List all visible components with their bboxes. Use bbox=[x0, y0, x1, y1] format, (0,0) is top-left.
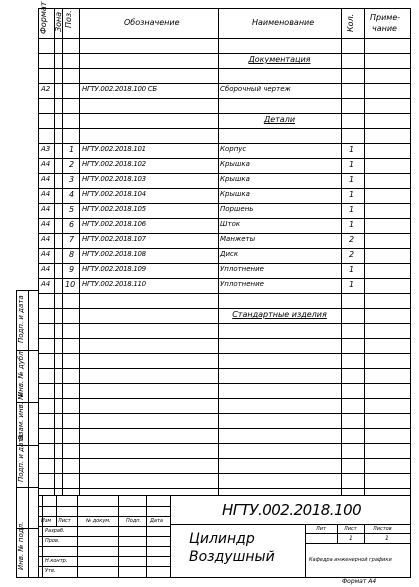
row-format: А4 bbox=[41, 160, 51, 168]
tb-col-sheet: Лист bbox=[58, 518, 71, 524]
row-divider bbox=[38, 278, 411, 279]
row-position: 5 bbox=[69, 205, 75, 214]
col-pos bbox=[79, 8, 80, 495]
tb-col1 bbox=[42, 495, 43, 578]
row-qty: 1 bbox=[349, 205, 355, 214]
row-divider bbox=[38, 458, 411, 459]
tb-code: НГТУ.002.2018.100 bbox=[222, 501, 362, 519]
tb-role-appr: Утв. bbox=[45, 568, 56, 574]
header-name: Наименование bbox=[252, 18, 315, 27]
tb-lit-div1 bbox=[337, 524, 338, 543]
tb-code-bottom bbox=[170, 524, 411, 525]
tb-sheet-value: 1 bbox=[349, 535, 353, 542]
tb-col-date: Дата bbox=[150, 518, 163, 524]
row-name: Шток bbox=[220, 220, 241, 228]
tb-row6 bbox=[38, 556, 170, 557]
row-qty: 1 bbox=[349, 145, 355, 154]
row-qty: 1 bbox=[349, 265, 355, 274]
section-heading: Стандартные изделия bbox=[232, 310, 327, 319]
header-note-line2: чание bbox=[372, 24, 397, 33]
col-format bbox=[54, 8, 55, 495]
tb-sheet: Лист bbox=[344, 526, 357, 532]
row-divider bbox=[38, 218, 411, 219]
row-divider bbox=[38, 158, 411, 159]
col-qty bbox=[364, 8, 365, 495]
row-position: 7 bbox=[69, 235, 75, 244]
row-name: Уплотнение bbox=[220, 265, 264, 273]
row-format: А3 bbox=[41, 145, 51, 153]
row-name: Крышка bbox=[220, 175, 250, 183]
tb-left-split bbox=[170, 495, 171, 578]
stamp-inv-dubl: Инв. № дубл. bbox=[17, 349, 25, 397]
section-heading: Детали bbox=[263, 115, 296, 124]
row-designation: НГТУ.002.2018.109 bbox=[82, 265, 146, 273]
section-heading: Документация bbox=[248, 55, 311, 64]
row-name: Корпус bbox=[220, 145, 247, 153]
col-name bbox=[341, 8, 342, 495]
row-divider bbox=[38, 443, 411, 444]
tb-row7 bbox=[38, 566, 170, 567]
row-qty: 1 bbox=[349, 160, 355, 169]
frame-top bbox=[38, 8, 411, 9]
tb-col3 bbox=[77, 495, 78, 578]
header-pos: Поз. bbox=[64, 10, 73, 28]
row-designation: НГТУ.002.2018.108 bbox=[82, 250, 146, 258]
tb-col5 bbox=[146, 495, 147, 578]
tb-organization: Кафедра инженерной графики bbox=[309, 557, 392, 563]
row-divider bbox=[38, 98, 411, 99]
tb-lit-row bbox=[305, 533, 411, 534]
row-position: 1 bbox=[69, 145, 75, 154]
stamp-vzam-inv: Взам. инв. № bbox=[17, 392, 25, 440]
tb-row2 bbox=[38, 516, 170, 517]
tb-row5 bbox=[38, 546, 170, 547]
row-divider bbox=[38, 263, 411, 264]
row-designation: НГТУ.002.2018.105 bbox=[82, 205, 146, 213]
row-format: А4 bbox=[41, 265, 51, 273]
row-qty: 2 bbox=[349, 235, 355, 244]
row-name: Крышка bbox=[220, 160, 250, 168]
row-designation: НГТУ.002.2018.107 bbox=[82, 235, 146, 243]
row-qty: 1 bbox=[349, 175, 355, 184]
tb-col-sign: Подп. bbox=[126, 518, 142, 524]
row-designation: НГТУ.002.2018.101 bbox=[82, 145, 146, 153]
tb-role-dev: Разраб. bbox=[45, 528, 65, 534]
stamp-sign-date-1: Подп. и дата bbox=[17, 295, 25, 343]
stamp-inner bbox=[28, 290, 29, 578]
stamp-bottom bbox=[16, 577, 39, 578]
row-divider bbox=[38, 353, 411, 354]
row-name: Сборочный чертеж bbox=[220, 85, 291, 93]
row-position: 6 bbox=[69, 220, 75, 229]
tb-format-label: Формат А4 bbox=[342, 578, 377, 585]
tb-row3 bbox=[38, 526, 170, 527]
tb-row1 bbox=[38, 506, 170, 507]
tb-col-docnum: № докум. bbox=[86, 518, 111, 524]
row-divider bbox=[38, 53, 411, 54]
tb-val-row bbox=[305, 543, 411, 544]
tb-title-split bbox=[305, 524, 306, 577]
row-format: А4 bbox=[41, 190, 51, 198]
row-name: Уплотнение bbox=[220, 280, 264, 288]
row-designation: НГТУ.002.2018.102 bbox=[82, 160, 146, 168]
row-divider bbox=[38, 323, 411, 324]
row-qty: 1 bbox=[349, 190, 355, 199]
row-divider bbox=[38, 413, 411, 414]
row-position: 2 bbox=[69, 160, 75, 169]
row-format: А4 bbox=[41, 220, 51, 228]
row-divider bbox=[38, 173, 411, 174]
col-zone bbox=[62, 8, 63, 495]
row-designation: НГТУ.002.2018.104 bbox=[82, 190, 146, 198]
row-format: А4 bbox=[41, 235, 51, 243]
tb-col2 bbox=[56, 495, 57, 526]
row-divider bbox=[38, 113, 411, 114]
header-bottom bbox=[38, 38, 411, 39]
row-divider bbox=[38, 188, 411, 189]
header-note-line1: Приме- bbox=[370, 13, 401, 22]
row-divider bbox=[38, 308, 411, 309]
stamp-inv-podl: Инв. № подл. bbox=[17, 521, 25, 570]
row-divider bbox=[38, 338, 411, 339]
tb-role-check: Пров. bbox=[45, 538, 60, 544]
row-format: А2 bbox=[41, 85, 51, 93]
row-divider bbox=[38, 428, 411, 429]
tb-col4 bbox=[118, 495, 119, 578]
header-qty: Кол. bbox=[346, 13, 355, 32]
row-divider bbox=[38, 233, 411, 234]
tb-lit-div2 bbox=[364, 524, 365, 543]
tb-title-line2: Воздушный bbox=[189, 549, 275, 565]
row-designation: НГТУ.002.2018.106 bbox=[82, 220, 146, 228]
row-divider bbox=[38, 473, 411, 474]
row-qty: 1 bbox=[349, 220, 355, 229]
row-position: 9 bbox=[69, 265, 75, 274]
row-divider bbox=[38, 83, 411, 84]
tb-row4 bbox=[38, 536, 170, 537]
row-format: А4 bbox=[41, 250, 51, 258]
row-format: А4 bbox=[41, 280, 51, 288]
row-divider bbox=[38, 488, 411, 489]
row-format: А4 bbox=[41, 205, 51, 213]
row-name: Манжеты bbox=[220, 235, 256, 243]
stamp-top bbox=[16, 290, 39, 291]
row-qty: 2 bbox=[349, 250, 355, 259]
row-position: 10 bbox=[65, 280, 76, 289]
stamp-div4 bbox=[16, 487, 39, 488]
row-divider bbox=[38, 143, 411, 144]
row-divider bbox=[38, 293, 411, 294]
row-divider bbox=[38, 398, 411, 399]
row-name: Поршень bbox=[220, 205, 254, 213]
row-name: Диск bbox=[220, 250, 239, 258]
stamp-sign-date-2: Подп. и дата bbox=[17, 434, 25, 482]
row-divider bbox=[38, 203, 411, 204]
row-position: 3 bbox=[69, 175, 75, 184]
header-format: Формат bbox=[39, 1, 48, 34]
row-designation: НГТУ.002.2018.103 bbox=[82, 175, 146, 183]
row-name: Крышка bbox=[220, 190, 250, 198]
row-designation: НГТУ.002.2018.100 СБ bbox=[82, 85, 157, 93]
header-designation: Обозначение bbox=[124, 18, 180, 27]
tb-col-change: Изм bbox=[41, 518, 52, 524]
row-divider bbox=[38, 368, 411, 369]
tb-lit: Лит bbox=[316, 526, 326, 532]
row-position: 8 bbox=[69, 250, 75, 259]
tb-title-line1: Цилиндр bbox=[189, 531, 255, 547]
row-divider bbox=[38, 383, 411, 384]
header-zone: Зона bbox=[54, 11, 63, 32]
tb-sheets-value: 1 bbox=[385, 535, 389, 542]
row-qty: 1 bbox=[349, 280, 355, 289]
row-position: 4 bbox=[69, 190, 75, 199]
row-designation: НГТУ.002.2018.110 bbox=[82, 280, 146, 288]
tb-top bbox=[38, 495, 411, 496]
row-divider bbox=[38, 68, 411, 69]
row-format: А4 bbox=[41, 175, 51, 183]
row-divider bbox=[38, 248, 411, 249]
row-divider bbox=[38, 128, 411, 129]
tb-sheets: Листов bbox=[373, 526, 392, 532]
col-designation bbox=[218, 8, 219, 495]
tb-role-norm: Н.контр. bbox=[45, 558, 68, 564]
